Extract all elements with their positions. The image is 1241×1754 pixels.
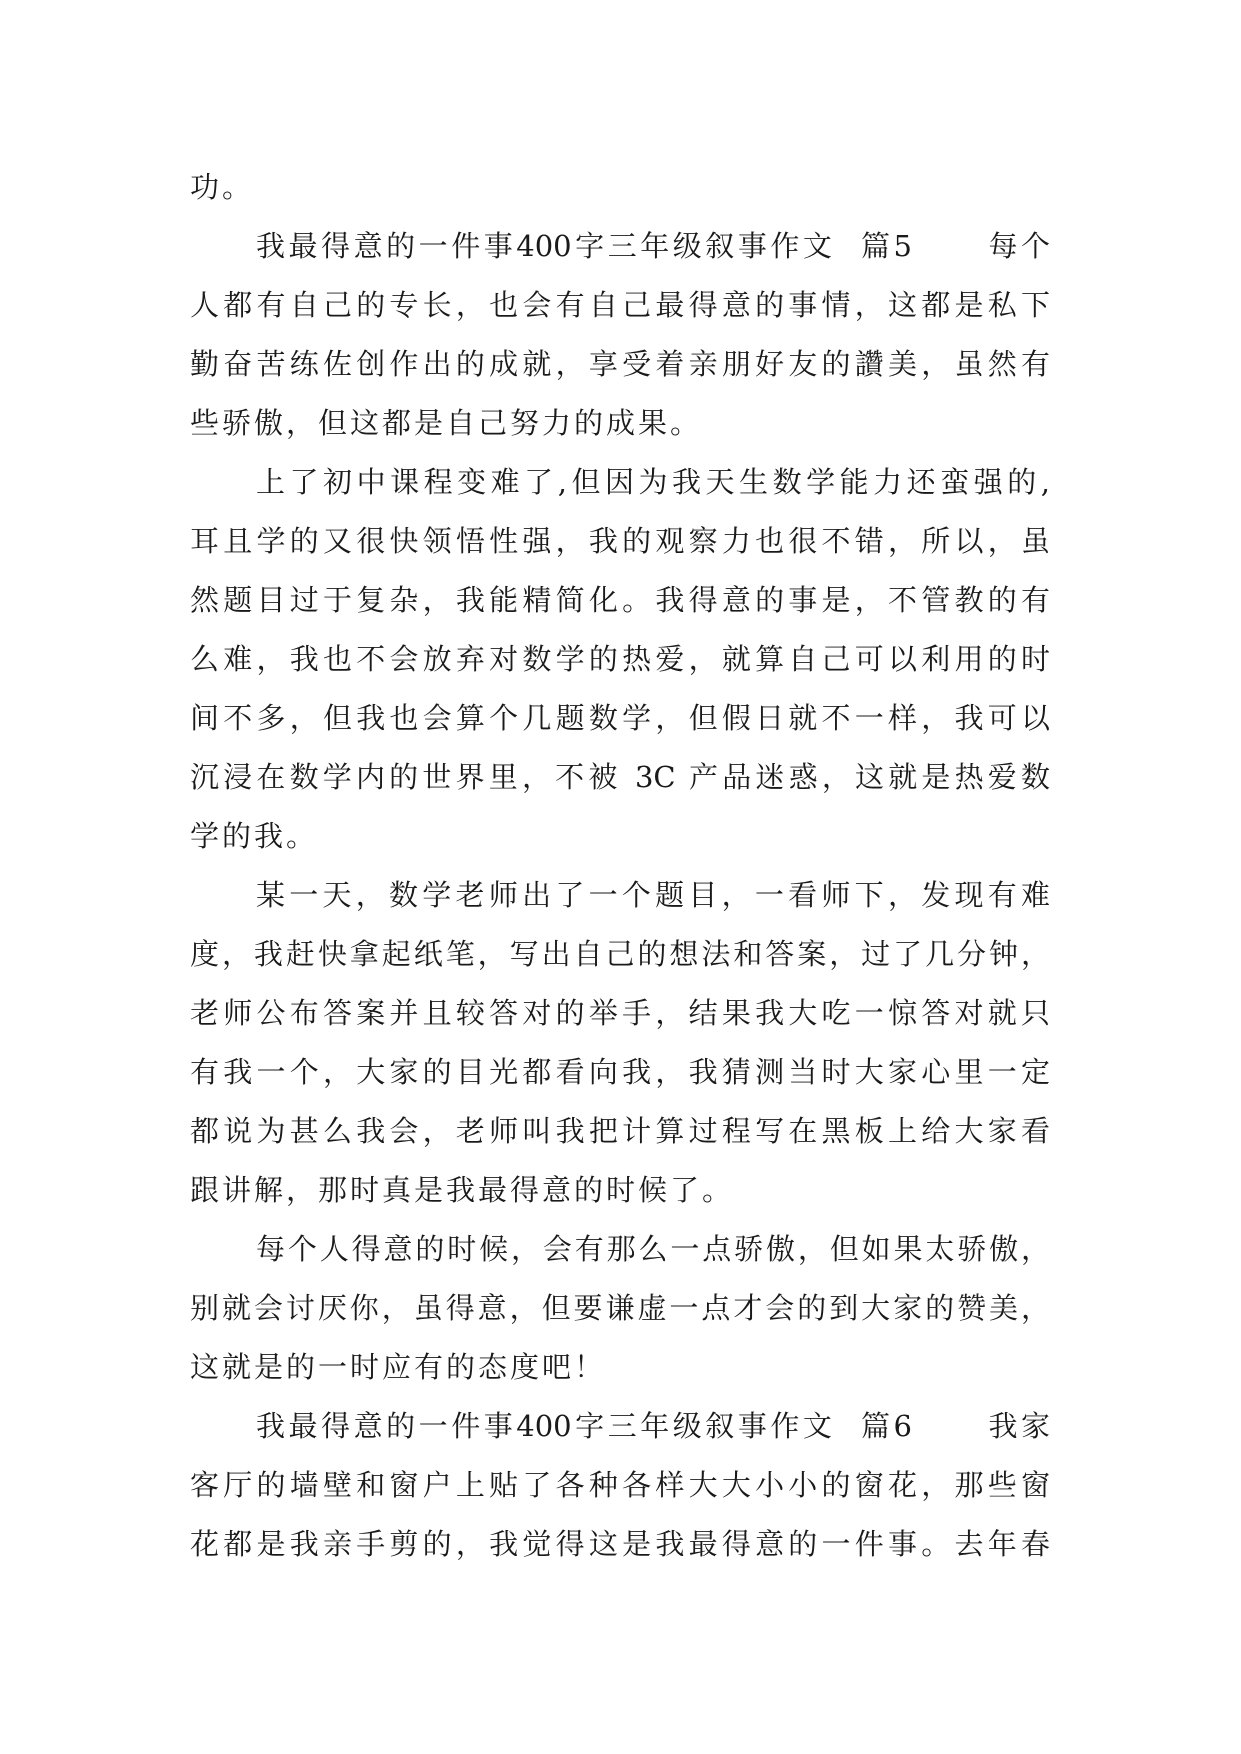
text-line: 么难，我也不会放弃对数学的热爱，就算自己可以利用的时: [190, 642, 1050, 676]
text-line: 某一天，数学老师出了一个题目，一看师下，发现有难: [256, 878, 1050, 912]
text-line: 老师公布答案并且较答对的举手，结果我大吃一惊答对就只: [190, 996, 1050, 1030]
text-line: 我最得意的一件事400字三年级叙事作文 篇6 我家: [256, 1409, 1050, 1443]
text-line: 别就会讨厌你，虽得意，但要谦虚一点才会的到大家的赞美，: [190, 1291, 1050, 1325]
text-line: 勤奋苦练佐创作出的成就，享受着亲朋好友的讚美，虽然有: [190, 347, 1050, 381]
text-line: 跟讲解，那时真是我最得意的时候了。: [190, 1173, 735, 1207]
text-line: 度，我赶快拿起纸笔，写出自己的想法和答案，过了几分钟，: [190, 937, 1050, 971]
text-line: 有我一个，大家的目光都看向我，我猜测当时大家心里一定: [190, 1055, 1050, 1089]
text-line: 每个人得意的时候，会有那么一点骄傲，但如果太骄傲，: [256, 1232, 1050, 1266]
text-line: 花都是我亲手剪的，我觉得这是我最得意的一件事。去年春: [190, 1527, 1050, 1561]
text-line: 然题目过于复杂，我能精简化。我得意的事是，不管教的有: [190, 583, 1050, 617]
text-line: 间不多，但我也会算个几题数学，但假日就不一样，我可以: [190, 701, 1050, 735]
text-line: 功。: [190, 170, 255, 204]
document-page: [190, 158, 1050, 1574]
text-line: 都说为甚么我会，老师叫我把计算过程写在黑板上给大家看: [190, 1114, 1050, 1148]
text-line: 人都有自己的专长，也会有自己最得意的事情，这都是私下: [190, 288, 1050, 322]
text-line: 我最得意的一件事400字三年级叙事作文 篇5 每个: [256, 229, 1050, 263]
text-line: 耳且学的又很快领悟性强，我的观察力也很不错，所以，虽: [190, 524, 1050, 558]
text-line: 些骄傲，但这都是自己努力的成果。: [190, 406, 703, 440]
text-line: 上了初中课程变难了,但因为我天生数学能力还蛮强的,: [256, 465, 1050, 499]
text-line: 学的我。: [190, 819, 319, 853]
text-line: 客厅的墙壁和窗户上贴了各种各样大大小小的窗花，那些窗: [190, 1468, 1050, 1502]
text-line: 沉浸在数学内的世界里，不被 3C 产品迷惑，这就是热爱数: [190, 760, 1050, 794]
text-line: 这就是的一时应有的态度吧！: [190, 1350, 607, 1384]
